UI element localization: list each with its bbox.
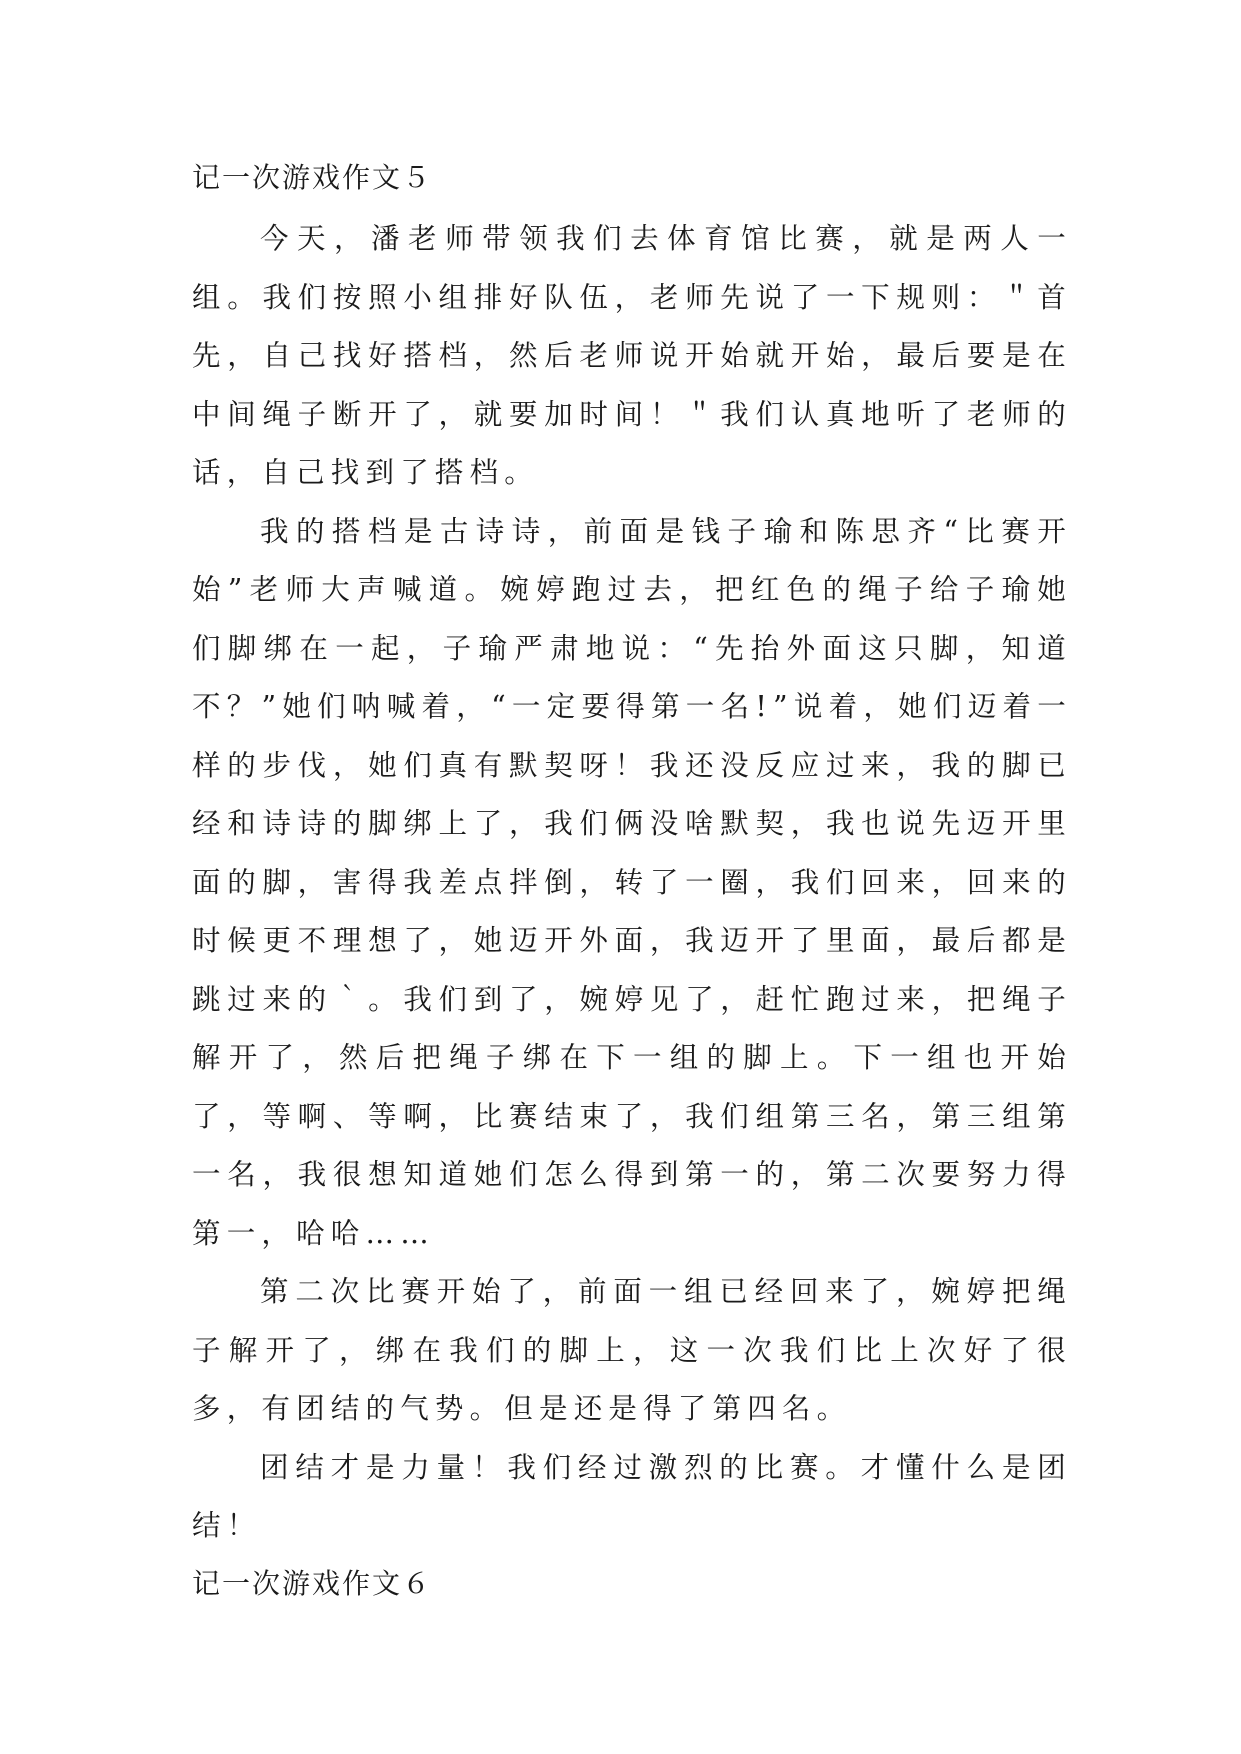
paragraph-2: 我的搭档是古诗诗，前面是钱子瑜和陈思齐“比赛开始”老师大声喊道。婉婷跑过去，把红色的绳子给子瑜她们脚绑在一起，子瑜严肃地说：“先抬外面这只脚，知道不？”她们呐喊着，“一定要得第一名!”说着，她们迈着一样的步伐，她们真有默契呀！我还没反应过来，我的脚已经和诗诗的脚绑上了，我们俩没啥默契，我也说先迈开里面的脚，害得我差点拌倒，转了一圈，我们回来，回来的时候更不理想了，她迈开外面，我迈开了里面，最后都是跳过来的｀。我们到了，婉婷见了，赶忙跑过来，把绳子解开了，然后把绳子绑在下一组的脚上。下一组也开始了，等啊、等啊，比赛结束了，我们组第三名，第三组第一名，我很想知道她们怎么得到第一的，第二次要努力得第一，哈哈……	[192, 514, 1072, 1250]
essay-title-6: 记一次游戏作文６	[192, 1566, 433, 1600]
essay-title-5: 记一次游戏作文５	[192, 161, 433, 194]
paragraph-4: 团结才是力量！我们经过激烈的比赛。才懂什么是团结！	[192, 1450, 1072, 1542]
paragraph-1: 今天，潘老师带领我们去体育馆比赛，就是两人一组。我们按照小组排好队伍，老师先说了一下规则：＂首先，自己找好搭档，然后老师说开始就开始，最后要是在中间绳子断开了，就要加时间！＂我们认真地听了老师的话，自己找到了搭档。	[192, 222, 1072, 489]
document-body	[192, 150, 1072, 1612]
paragraph-3: 第二次比赛开始了，前面一组已经回来了，婉婷把绳子解开了，绑在我们的脚上，这一次我们比上次好了很多，有团结的气势。但是还是得了第四名。	[192, 1275, 1072, 1425]
